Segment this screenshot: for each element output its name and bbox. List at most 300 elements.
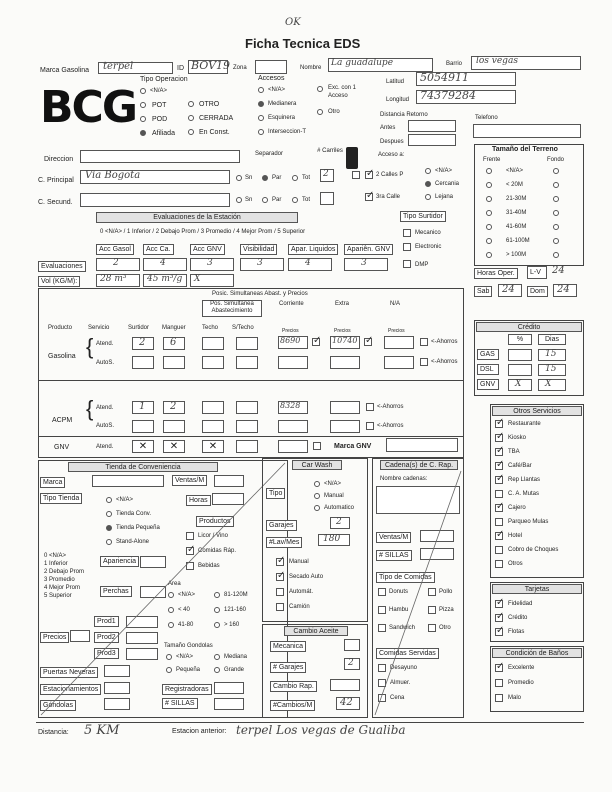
op-pod-label: POD <box>152 116 168 123</box>
electronic-label: Electronic <box>415 244 442 250</box>
acc-esquinera-radio[interactable] <box>258 115 264 121</box>
credito-pct-field[interactable] <box>508 349 532 361</box>
estacionamientos-label: Estacionamientos <box>40 684 101 695</box>
acc-3racalle-check[interactable] <box>365 193 373 201</box>
tamano-row-label: 41-60M <box>506 224 527 230</box>
mecanico-check[interactable] <box>403 229 411 237</box>
acc-na-label: <N/A> <box>268 87 286 93</box>
sab-label: Sab <box>474 286 492 297</box>
cambio-rap-field[interactable] <box>330 679 360 691</box>
precio-corriente-check[interactable] <box>312 338 320 346</box>
acc-medianera-label: Medianera <box>268 101 297 107</box>
nombre-label: Nombre <box>300 65 322 71</box>
gnv-techo-field[interactable]: ✕ <box>202 440 224 453</box>
ahorros-acpm-check[interactable] <box>366 403 374 411</box>
eval-header: Acc Ca. <box>143 244 174 255</box>
cambio-rap-label: Cambio Rap. <box>270 681 317 692</box>
precio-acpm-autos2[interactable] <box>330 420 360 433</box>
eval-header: Acc GNV <box>190 244 225 255</box>
prod1-label: Prod1 <box>94 616 119 627</box>
precio-gnv-field[interactable] <box>278 440 308 453</box>
divider <box>38 380 464 381</box>
prod-col-header: Manguer <box>162 325 186 331</box>
barrio-label: Barrio <box>446 61 463 67</box>
tamano-row-label: > 100M <box>506 252 527 258</box>
col-na: N/A <box>390 301 401 307</box>
accesos-label: Accesos <box>258 75 285 82</box>
op-cerrada-label: CERRADA <box>199 115 234 122</box>
longitud-label: Longitud <box>386 97 410 103</box>
cw-check-label: Secado Auto <box>289 574 324 580</box>
registradoras-label: Registradoras <box>162 684 212 695</box>
eval-header: Apariên. GNV <box>344 244 393 255</box>
acc-interseccion-radio[interactable] <box>258 129 264 135</box>
eval-header: Visibilidad <box>240 244 277 255</box>
gnv-stecho-field[interactable] <box>236 440 258 453</box>
antes-field[interactable] <box>408 120 456 132</box>
longitud-field[interactable]: 74379284 <box>416 90 516 104</box>
sab-field[interactable]: 24 <box>498 284 522 297</box>
tamano-title: Tamaño del Terreno <box>492 146 558 153</box>
credito-row-label: GNV <box>477 379 499 390</box>
frente-radio[interactable] <box>486 224 492 230</box>
gond-opt-label: Mediana <box>224 654 248 660</box>
otros-check[interactable] <box>495 434 503 442</box>
id-field[interactable]: BOV19 <box>188 60 228 74</box>
precio-autos-na[interactable] <box>384 356 414 369</box>
otros-item-label: C. A. Mutas <box>508 491 540 497</box>
distancia-value[interactable]: 5 KM <box>84 723 120 738</box>
gasolina-label: Gasolina <box>48 353 76 360</box>
gond-opt-label: Pequeña <box>176 667 201 673</box>
sep2-par-radio[interactable] <box>262 197 268 203</box>
sep2-sn-label: Sn <box>245 197 253 203</box>
credito-dias-field[interactable]: X <box>538 379 566 391</box>
precio-corriente-field[interactable]: 8690 <box>278 336 308 349</box>
acpm-autos-manguer[interactable] <box>163 420 185 433</box>
sep-par-radio[interactable] <box>262 175 268 181</box>
marca-gnv-field[interactable] <box>386 438 458 452</box>
nombre-field[interactable]: La guadalupe <box>328 58 433 72</box>
horas-lv-value: 24 <box>552 265 565 276</box>
fondo-radio[interactable] <box>553 196 559 202</box>
gnv-manguer-field[interactable]: ✕ <box>163 440 185 453</box>
otros-check[interactable] <box>495 532 503 540</box>
bano-label: Malo <box>508 695 522 701</box>
area-opt-label: < 40 <box>178 607 190 613</box>
gondolas-label: Góndolas <box>40 700 76 711</box>
nombre-cadenas-label: Nombre cadenas: <box>380 476 428 482</box>
tarjeta-check[interactable] <box>495 614 503 622</box>
cadena-sillas-label: # SILLAS <box>376 550 412 561</box>
op-na-label: <N/A> <box>150 88 168 94</box>
otros-item-label: Café/Bar <box>508 463 532 469</box>
apariencia-label: Apariencia <box>100 556 139 567</box>
telefono-label: Telefono <box>475 115 498 121</box>
tarjeta-label: Crédito <box>508 615 528 621</box>
ahorros-autos-check[interactable] <box>420 358 428 366</box>
tienda-scale-item: 0 <N/A> <box>44 553 67 559</box>
col-extra: Extra <box>335 301 350 307</box>
acc-medianera-radio[interactable] <box>258 101 264 107</box>
cambios-mes-label: #Cambios/M <box>270 700 315 711</box>
otros-check[interactable] <box>495 490 503 498</box>
prod-col-header: S/Techo <box>232 325 254 331</box>
eval-cell[interactable]: 3 <box>190 258 234 271</box>
otros-check[interactable] <box>495 462 503 470</box>
acc-otro-radio[interactable] <box>317 109 323 115</box>
gas-brace: { <box>86 334 94 359</box>
mecanico-label: Mecanico <box>415 230 441 236</box>
acc-lejana-label: Lejana <box>435 194 454 200</box>
bano-label: Excelente <box>508 665 535 671</box>
mecanica-field[interactable] <box>344 639 360 651</box>
cw-check[interactable] <box>276 603 284 611</box>
vol-cell[interactable]: X <box>190 274 234 287</box>
separador-label: Separador <box>255 151 284 157</box>
precio-acpm-autos[interactable] <box>278 420 308 433</box>
precio-autos-corriente[interactable] <box>278 356 308 369</box>
dmp-label: DMP <box>415 262 429 268</box>
frente-radio[interactable] <box>486 252 492 258</box>
op-afiliada-radio[interactable] <box>140 130 146 136</box>
horas-oper-label: Horas Oper. <box>474 268 518 279</box>
credito-dias-header: Dias <box>538 334 566 345</box>
frente-radio[interactable] <box>486 196 492 202</box>
sillas-tienda-label: # SILLAS <box>162 698 198 709</box>
tienda-tipo-label: Stand-Alone <box>116 539 150 545</box>
carriles-field[interactable]: 2 <box>320 169 334 182</box>
comida-label: Hambu <box>389 607 409 613</box>
precio-small-label: Precios <box>388 328 405 334</box>
gas-autos-stecho[interactable] <box>236 356 258 369</box>
cw-radio[interactable] <box>314 481 320 487</box>
acc-2calles-check[interactable] <box>365 171 373 179</box>
tienda-scale-item: 5 Superior <box>44 593 72 599</box>
tarjeta-label: Flotas <box>508 629 525 635</box>
gond-opt-label: <N/A> <box>176 654 194 660</box>
precio-extra-check[interactable] <box>364 338 372 346</box>
tienda-scale-item: 1 Inferior <box>44 561 68 567</box>
gas-autos-manguer[interactable] <box>163 356 185 369</box>
op-na-radio[interactable] <box>140 88 146 94</box>
electronic-check[interactable] <box>403 243 411 251</box>
telefono-field[interactable] <box>473 124 581 138</box>
zona-field[interactable] <box>255 60 287 74</box>
ahorros-acpm-label: <-Ahorros <box>377 404 404 410</box>
frente-radio[interactable] <box>486 210 492 216</box>
credito-pct-field[interactable] <box>508 364 532 376</box>
c-principal-field[interactable]: Via Bogota <box>80 170 230 184</box>
bcg-logo: BCG <box>40 82 136 133</box>
otros-check[interactable] <box>495 504 503 512</box>
otros-item-label: Restaurante <box>508 421 541 427</box>
perchas-label: Perchas <box>100 586 132 597</box>
estacion-anterior-label: Estacion anterior: <box>172 728 227 735</box>
tienda-scale-item: 4 Mejor Prom <box>44 585 81 591</box>
otros-check[interactable] <box>495 420 503 428</box>
acc-na2-radio[interactable] <box>425 168 431 174</box>
c-secund-field[interactable] <box>80 193 230 207</box>
gas-stecho-field[interactable] <box>236 337 258 350</box>
id-label: ID <box>177 65 184 72</box>
fondo-radio[interactable] <box>553 224 559 230</box>
area-opt-label: 41-80 <box>178 622 194 628</box>
tarjeta-check[interactable] <box>495 628 503 636</box>
ok-mark: OK <box>285 17 301 28</box>
acc-3racalle-label: 3ra Calle <box>376 194 401 200</box>
tipo-tienda-label: Tipo Tienda <box>40 493 82 504</box>
dom-label: Dom <box>527 286 548 297</box>
tienda-scale-item: 3 Promedio <box>44 577 75 583</box>
lav-mes-field[interactable]: 180 <box>318 534 350 546</box>
otros-check[interactable] <box>495 448 503 456</box>
acpm-label: ACPM <box>52 417 73 424</box>
gnv-label: GNV <box>54 444 70 451</box>
cw-radio[interactable] <box>314 493 320 499</box>
credito-pct-field[interactable]: X <box>508 379 532 391</box>
gnv-surtidor-field[interactable]: ✕ <box>132 440 154 453</box>
credito-pct-header: % <box>508 334 532 345</box>
acpm-manguer-field[interactable]: 2 <box>163 401 185 414</box>
servida-label: Almuer. <box>390 680 411 686</box>
tipo-operacion-label: Tipo Operacion <box>140 76 188 83</box>
acpm-autos-label: AutoS. <box>96 423 115 429</box>
dmp-check[interactable] <box>403 260 411 268</box>
tienda-tipo-label: Tienda Pequeña <box>116 525 160 531</box>
despues-label: Despues <box>380 139 404 145</box>
comida-label: Otro <box>439 625 451 631</box>
otros-item-label: Hotel <box>508 533 523 539</box>
c-secund-label: C. Secund. <box>38 199 73 206</box>
comida-label: Donuts <box>389 589 409 595</box>
barrio-field[interactable]: los vegas <box>471 56 581 70</box>
credito-dias-field[interactable]: 15 <box>538 364 566 376</box>
tienda-prod-label: Licor / Vino <box>198 533 228 539</box>
op-pot-radio[interactable] <box>140 102 146 108</box>
tarjeta-label: Fidelidad <box>508 601 533 607</box>
tamano-row-label: < 20M <box>506 182 523 188</box>
prod3-label: Prod3 <box>94 648 119 659</box>
credito-dias-field[interactable]: 15 <box>538 349 566 361</box>
acc-na2-label: <N/A> <box>435 168 453 174</box>
traffic-light-icon <box>346 147 358 169</box>
gas-atend-label: Atend. <box>96 341 114 347</box>
fondo-radio[interactable] <box>553 168 559 174</box>
tarjetas-title: Tarjetas <box>492 584 582 594</box>
tamano-row-label: <N/A> <box>506 168 524 174</box>
estacion-anterior-value[interactable]: terpel Los vegas de Gualiba <box>236 723 406 737</box>
horas-lv-field[interactable]: L-V <box>527 266 547 279</box>
otros-check[interactable] <box>495 546 503 554</box>
gas-autos-techo[interactable] <box>202 356 224 369</box>
otros-item-label: Cobro de Choques <box>508 547 559 553</box>
gas-manguer-field[interactable]: 6 <box>163 337 185 350</box>
acpm-autos-techo[interactable] <box>202 420 224 433</box>
acc-interseccion-label: Interseccion-T <box>268 129 307 135</box>
divider2 <box>38 436 464 437</box>
bano-check[interactable] <box>495 694 503 702</box>
carriles-label: # Carriles <box>317 148 343 154</box>
op-afiliada-label: Afiliada <box>152 130 175 137</box>
acpm-autos-surtidor[interactable] <box>132 420 154 433</box>
cw-check[interactable] <box>276 558 284 566</box>
otros-check[interactable] <box>495 476 503 484</box>
acpm-techo-field[interactable] <box>202 401 224 414</box>
fondo-radio[interactable] <box>553 238 559 244</box>
credito-row-label: DSL <box>477 364 499 375</box>
fondo-radio[interactable] <box>553 252 559 258</box>
eval-cell[interactable]: 4 <box>288 258 332 271</box>
tienda-prod-label: Bebidas <box>198 563 220 569</box>
vol-cell[interactable]: 45 m³/g <box>143 274 187 287</box>
cw-check[interactable] <box>276 573 284 581</box>
tienda-strike-line <box>40 462 286 716</box>
ahorros-gas-label: <-Ahorros <box>431 339 458 345</box>
cambio-garajes-field[interactable]: 2 <box>344 658 360 670</box>
op-enconst-radio[interactable] <box>188 129 194 135</box>
gas-autos-surtidor[interactable] <box>132 356 154 369</box>
precio-acpm-field[interactable]: 8328 <box>278 401 308 414</box>
acc-esquinera-label: Esquinera <box>268 115 296 121</box>
zona-label: Zona <box>233 65 247 71</box>
sep-sn-radio[interactable] <box>236 175 242 181</box>
otros-item-label: Otros <box>508 561 523 567</box>
acpm-surtidor-field[interactable]: 1 <box>132 401 154 414</box>
acc-na-radio[interactable] <box>258 87 264 93</box>
pos-simult-box: Pos. Simultanea Abastecimiento <box>202 300 262 317</box>
acc-cercania-radio[interactable] <box>425 181 431 187</box>
frente-radio[interactable] <box>486 238 492 244</box>
evaluaciones-title: Evaluaciones de la Estación <box>96 212 298 223</box>
fondo-radio[interactable] <box>553 182 559 188</box>
acc-otro-label: Otro <box>328 109 340 115</box>
servida-label: Desayuno <box>390 665 418 671</box>
otros-item-label: Cajero <box>508 505 526 511</box>
precio-na-field[interactable] <box>384 336 414 349</box>
c-principal-label: C. Principal <box>38 177 74 184</box>
precio-acpm2-field[interactable] <box>330 401 360 414</box>
acc-exc-radio[interactable] <box>317 86 323 92</box>
acpm-atend-label: Atend. <box>96 405 114 411</box>
area-opt-label: 81-120M <box>224 592 248 598</box>
sep-tot-radio[interactable] <box>292 175 298 181</box>
op-cerrada-radio[interactable] <box>188 115 194 121</box>
col-corriente: Corriente <box>279 301 304 307</box>
fondo-label: Fondo <box>547 157 565 163</box>
prod-col-header: Producto <box>48 325 73 331</box>
servida-label: Cena <box>390 695 405 701</box>
acpm-autos-stecho[interactable] <box>236 420 258 433</box>
precio-autos-extra[interactable] <box>330 356 360 369</box>
tamano-row-label: 31-40M <box>506 210 527 216</box>
acc-lejana-radio[interactable] <box>425 194 431 200</box>
sep2-par-label: Par <box>272 197 282 203</box>
cambio-garajes-label: # Garajes <box>270 662 306 673</box>
acceso-a-label: Acceso a: <box>378 152 405 158</box>
otros-item-label: TBA <box>508 449 520 455</box>
distancia-label: Distancia: <box>38 729 69 736</box>
cadena-title: Cadena(s) de C. Rap. <box>380 460 458 470</box>
marca-label: Marca Gasolina <box>40 67 90 74</box>
cw-radio[interactable] <box>314 505 320 511</box>
tarjeta-check[interactable] <box>495 600 503 608</box>
tienda-tipo-label: <N/A> <box>116 497 134 503</box>
eval-cell[interactable]: 4 <box>143 258 187 271</box>
marca-tienda-label: Marca <box>40 477 65 488</box>
eval-cell[interactable]: 2 <box>96 258 140 271</box>
garajes-field[interactable]: 2 <box>330 517 350 529</box>
banos-title: Condición de Baños <box>492 648 582 658</box>
vol-cell[interactable]: 28 m³ <box>96 274 140 287</box>
bano-check[interactable] <box>495 664 503 672</box>
gnv-atend-label: Atend. <box>96 444 114 450</box>
precio-extra-field[interactable]: 10740 <box>330 336 360 349</box>
precio-small-label: Precios <box>282 328 299 334</box>
frente-label: Frente <box>483 157 501 163</box>
cambios-mes-field[interactable]: 42 <box>336 697 360 710</box>
tienda-title: Tienda de Conveniencia <box>68 462 218 472</box>
op-pod-radio[interactable] <box>140 116 146 122</box>
fondo-radio[interactable] <box>553 210 559 216</box>
area-label: Area <box>168 581 181 587</box>
gas-surtidor-field[interactable]: 2 <box>132 337 154 350</box>
sep2-tot-radio[interactable] <box>292 197 298 203</box>
carwash-title: Car Wash <box>292 460 342 470</box>
eval-header: Apar. Liquidos <box>288 244 338 255</box>
otros-check[interactable] <box>495 560 503 568</box>
pos-header: Posic. Simultaneas Abast. y Precios <box>212 291 308 297</box>
gas-techo-field[interactable] <box>202 337 224 350</box>
eval-cell[interactable]: 3 <box>344 258 388 271</box>
latitud-field[interactable]: 5054911 <box>416 72 516 86</box>
gond-opt-label: Grande <box>224 667 245 673</box>
carriles2-field[interactable] <box>320 192 334 205</box>
eval-cell[interactable]: 3 <box>240 258 284 271</box>
dom-field[interactable]: 24 <box>553 284 577 297</box>
acpm-stecho-field[interactable] <box>236 401 258 414</box>
puertas-label: Puertas Neveras <box>40 667 98 678</box>
ventas-tienda-label: Ventas/M <box>172 475 207 486</box>
comida-label: Pollo <box>439 589 453 595</box>
op-otro-label: OTRO <box>199 101 220 108</box>
op-otro-radio[interactable] <box>188 101 194 107</box>
comidas-servidas-label: Comidas Servidas <box>376 648 439 659</box>
frente-radio[interactable] <box>486 168 492 174</box>
otros-item-label: Parqueo Mulas <box>508 519 549 525</box>
despues-field[interactable] <box>408 134 456 146</box>
ahorros-acpm2-check[interactable] <box>366 422 374 430</box>
latitud-label: Latitud <box>386 79 405 85</box>
direccion-label: Direccion <box>44 156 74 163</box>
area-opt-label: <N/A> <box>178 592 196 598</box>
cw-check[interactable] <box>276 588 284 596</box>
otros-check[interactable] <box>495 518 503 526</box>
carriles-check[interactable] <box>352 171 360 179</box>
cw-opt-label: Automatico <box>324 505 355 511</box>
cw-opt-label: <N/A> <box>324 481 342 487</box>
ahorros-gas-check[interactable] <box>420 338 428 346</box>
sep2-sn-radio[interactable] <box>236 197 242 203</box>
marca-field[interactable]: terpel <box>98 62 173 74</box>
direccion-field[interactable] <box>80 150 240 163</box>
gas-autos-label: AutoS. <box>96 360 115 366</box>
frente-radio[interactable] <box>486 182 492 188</box>
acc-cercania-label: Cercania <box>435 181 460 187</box>
precio-small-label: Precios <box>334 328 351 334</box>
bano-check[interactable] <box>495 679 503 687</box>
gnv-check[interactable] <box>313 442 321 450</box>
